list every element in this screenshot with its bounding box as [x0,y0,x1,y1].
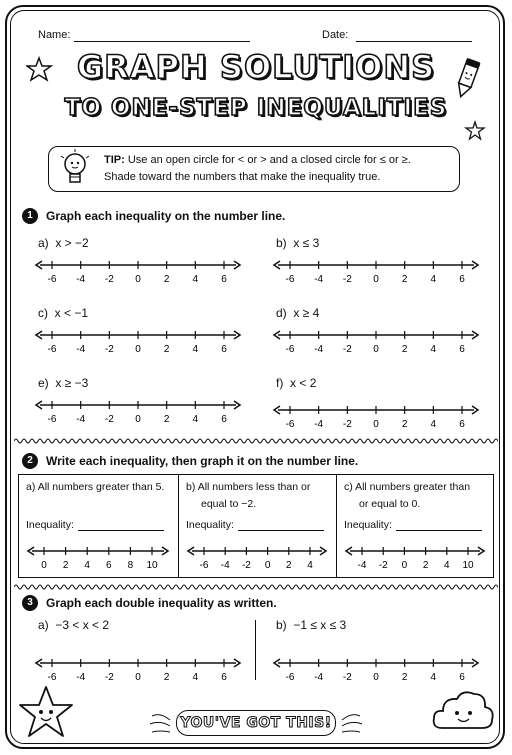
problem-label: a) [26,481,36,493]
problem-label: a) [38,236,49,250]
tick-label: 0 [401,560,408,571]
star-doodle-icon [26,56,56,86]
tick-label: 4 [430,344,437,355]
date-field[interactable] [356,41,472,42]
tick-label: -6 [47,672,57,683]
number-line-1f[interactable] [270,401,482,431]
number-line-1e[interactable] [32,396,244,426]
tick-label: 4 [84,560,90,571]
section-3-title: Graph each double inequality as written. [46,596,277,610]
tick-label: 0 [373,274,379,285]
tick-label: 2 [401,672,408,683]
problem-label: f) [276,376,284,390]
tick-label: 4 [307,560,313,571]
tick-label: 2 [163,274,170,285]
inequality-answer-field[interactable] [396,530,482,531]
tick-label: 6 [459,419,465,430]
tick-label: 4 [192,414,199,425]
tick-label: -2 [104,414,114,425]
tick-label: 0 [373,672,379,683]
tick-label: -4 [357,560,367,571]
section-1-number: 1 [22,208,38,224]
tick-label: -2 [342,274,352,285]
tick-label: 6 [221,274,227,285]
number-line-1d[interactable] [270,326,482,356]
tick-label: -4 [220,560,230,571]
tick-label: -6 [47,274,57,285]
tick-label: 4 [430,419,437,430]
tick-label: -2 [104,274,114,285]
tip-label: TIP: [104,154,125,166]
sparkle-lines-icon [338,708,364,738]
inequality-answer-field[interactable] [238,530,324,531]
inequality-label: Inequality: [344,519,392,531]
tick-label: 2 [286,560,292,571]
problem-label: d) [276,306,287,320]
problem-expression: x ≥ −3 [55,376,89,390]
description-line-2: equal to −2. [201,498,257,510]
tick-label: 0 [373,419,379,430]
tick-label: 4 [192,344,199,355]
tick-label: 2 [163,672,170,683]
tick-label: 0 [373,344,379,355]
number-line-1c[interactable] [32,326,244,356]
page-subtitle: TO ONE-STEP INEQUALITIES [64,95,448,121]
problem-label: e) [38,376,49,390]
tick-label: -6 [47,344,57,355]
tick-label: -4 [314,274,324,285]
tick-label: -6 [199,560,209,571]
problem-1b [276,236,319,250]
tick-label: -6 [285,274,295,285]
problem-1c [38,306,88,320]
problem-1e [38,376,88,390]
tick-label: -2 [342,344,352,355]
tick-label: -2 [241,560,251,571]
pencil-doodle-icon [448,54,488,102]
tick-label: 6 [221,414,227,425]
name-label: Name: [38,29,71,41]
tick-label: 6 [106,560,112,571]
problem-expression: −3 < x < 2 [55,618,110,632]
problem-expression: x ≤ 3 [293,236,320,250]
tick-label: 6 [459,344,465,355]
problem-1a [38,236,89,250]
problem-1d [276,306,319,320]
tick-label: -4 [76,344,86,355]
number-line-3a[interactable] [32,654,244,684]
section-1-title: Graph each inequality on the number line. [46,209,286,223]
tick-label: 2 [401,344,408,355]
tick-label: 2 [163,414,170,425]
tick-label: -6 [285,344,295,355]
tick-label: 2 [401,274,408,285]
column-divider [178,474,179,578]
tip-text [104,152,444,186]
number-line-2a[interactable] [24,542,172,572]
tick-label: 0 [135,672,141,683]
number-line-2c[interactable] [342,542,488,572]
page-title: GRAPH SOLUTIONS [76,48,436,86]
tick-label: -6 [285,672,295,683]
number-line-3b[interactable] [270,654,482,684]
column-divider [336,474,337,578]
description-line-1: All numbers less than or [197,481,311,493]
problem-1f [276,376,316,390]
tip-line-1: Use an open circle for < or > and a closed circle for ≤ or ≥. [127,154,411,166]
tick-label: 10 [462,560,474,571]
tick-label: 6 [221,672,227,683]
tick-label: 6 [459,672,465,683]
section-2-title: Write each inequality, then graph it on the number line. [46,454,359,468]
tick-label: -2 [104,344,114,355]
section-3-number: 3 [22,595,38,611]
tick-label: -4 [314,672,324,683]
tick-label: -2 [342,419,352,430]
tick-label: -2 [104,672,114,683]
problem-label: b) [276,236,287,250]
smiling-cloud-icon [430,684,498,740]
tick-label: 10 [146,560,158,571]
encouragement-banner: YOU'VE GOT THIS! [176,710,336,736]
tick-label: -4 [76,274,86,285]
problem-label: b) [276,618,287,632]
tick-label: 4 [192,274,199,285]
word-problem-2c [344,479,490,513]
problem-expression: −1 ≤ x ≤ 3 [293,618,347,632]
tick-label: -4 [76,414,86,425]
tick-label: 0 [135,274,141,285]
sparkle-lines-icon [148,708,174,738]
name-field[interactable] [74,41,250,42]
tip-line-2: Shade toward the numbers that make the inequality true. [104,171,381,183]
number-line-1b[interactable] [270,256,482,286]
tick-label: -4 [314,344,324,355]
tick-label: 4 [192,672,199,683]
word-problem-2b [186,479,332,513]
number-line-1a[interactable] [32,256,244,286]
word-problem-2a [26,479,176,496]
problem-label: b) [186,481,196,493]
tick-label: 6 [459,274,465,285]
description-line-1: All numbers greater than [355,481,471,493]
problem-label: c) [344,481,353,493]
tick-label: -2 [342,672,352,683]
problem-expression: x ≥ 4 [293,306,320,320]
tick-label: 0 [41,560,47,571]
date-label: Date: [322,29,349,41]
tick-label: 2 [401,419,408,430]
section-2-number: 2 [22,453,38,469]
description-line-2: or equal to 0. [359,498,421,510]
tick-label: -6 [285,419,295,430]
tick-label: 4 [430,274,437,285]
problem-3a [38,618,109,632]
tick-label: -6 [47,414,57,425]
tick-label: -4 [314,419,324,430]
tick-label: 4 [430,672,437,683]
tick-label: 0 [264,560,271,571]
smiling-star-icon [16,684,76,742]
wavy-divider [14,437,498,445]
lightbulb-icon [58,148,92,190]
tick-label: 8 [127,560,134,571]
inequality-label: Inequality: [186,519,234,531]
wavy-divider [14,583,498,591]
tick-label: -2 [378,560,388,571]
tick-label: 4 [444,560,450,571]
problem-expression: x < −1 [54,306,89,320]
inequality-answer-field[interactable] [78,530,164,531]
problem-expression: x < 2 [290,376,317,390]
tick-label: 2 [163,344,170,355]
description-line-1: All numbers greater than 5. [37,481,165,493]
problem-label: a) [38,618,49,632]
problem-label: c) [38,306,48,320]
number-line-2b[interactable] [184,542,330,572]
inequality-label: Inequality: [26,519,74,531]
tick-label: 0 [135,414,141,425]
problem-expression: x > −2 [55,236,89,250]
problem-3b [276,618,346,632]
small-star-icon [464,120,488,144]
tick-label: 6 [221,344,227,355]
tick-label: 0 [135,344,141,355]
column-divider [255,620,256,680]
tick-label: 2 [62,560,69,571]
tick-label: 2 [422,560,429,571]
tick-label: -4 [76,672,86,683]
